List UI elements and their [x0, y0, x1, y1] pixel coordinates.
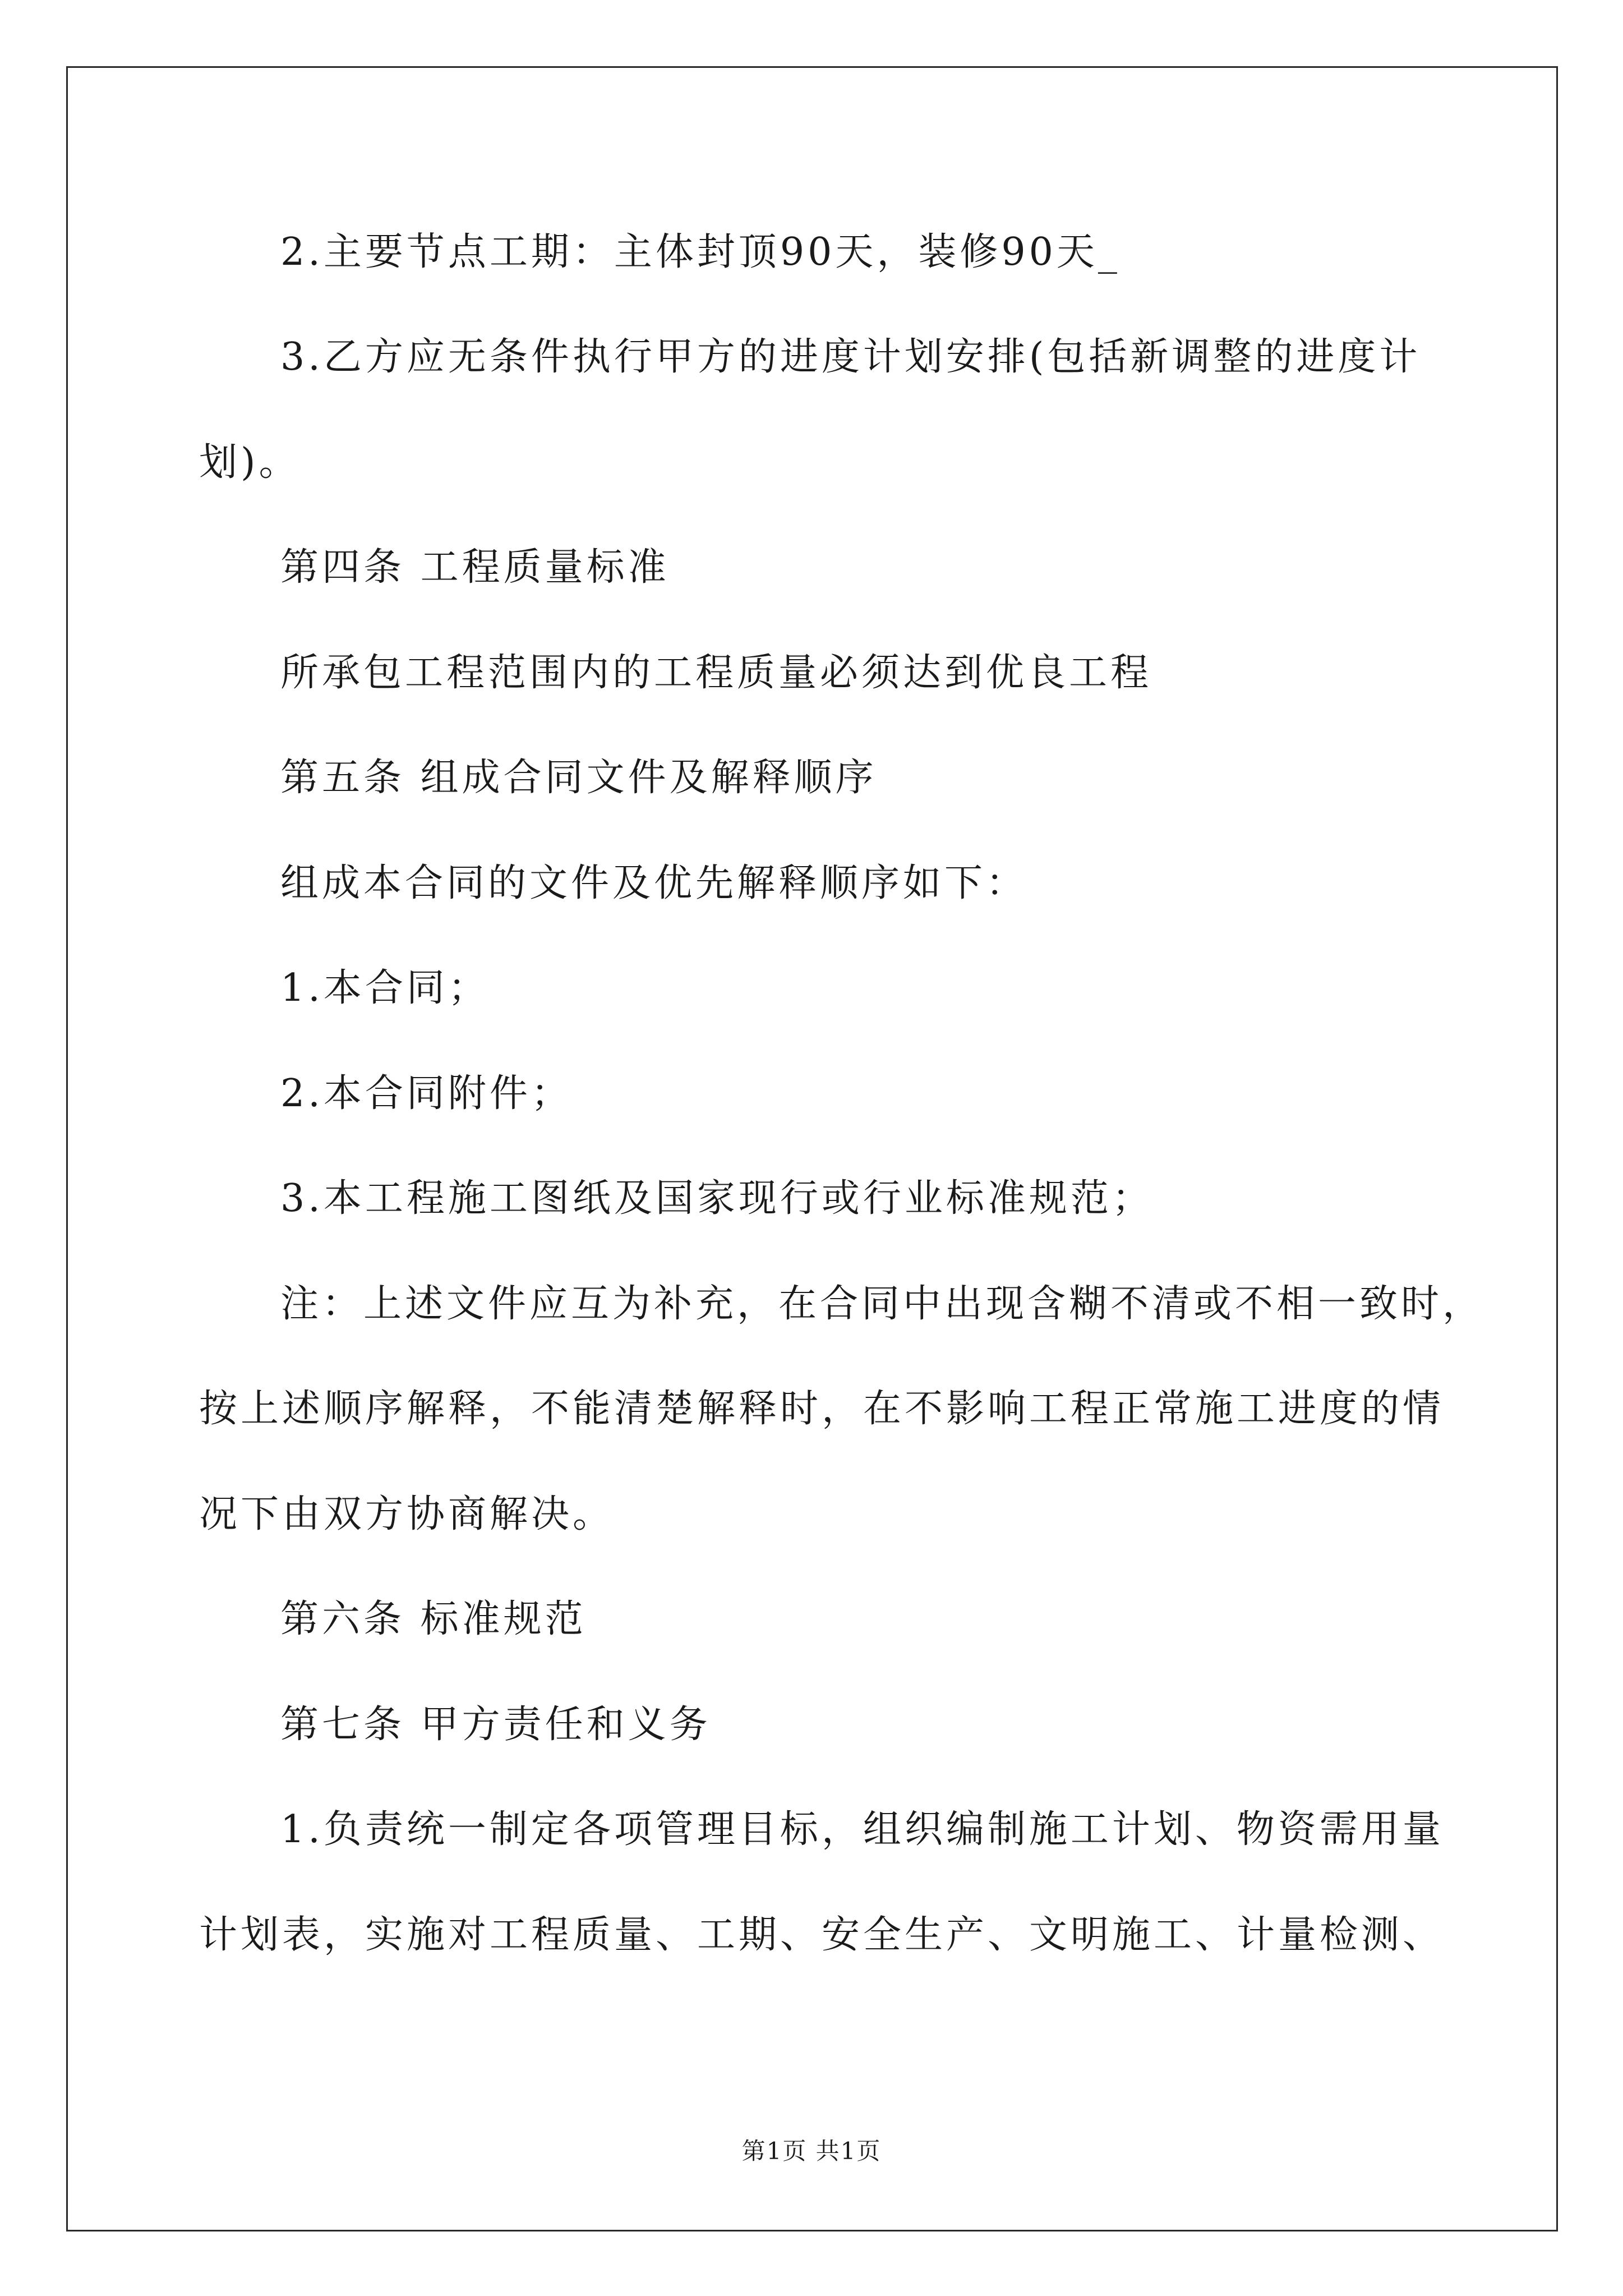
heading-article-5: 第五条 组成合同文件及解释顺序 [280, 756, 877, 800]
paragraph-quality-standard: 所承包工程范围内的工程质量必须达到优良工程 [280, 651, 1152, 695]
paragraph-party-a-duty-1-cont: 计划表，实施对工程质量、工期、安全生产、文明施工、计量检测、 [199, 1913, 1445, 1957]
paragraph-doc-order-intro: 组成本合同的文件及优先解释顺序如下： [280, 861, 1028, 905]
paragraph-note-cont-1: 按上述顺序解释，不能清楚解释时，在不影响工程正常施工进度的情 [199, 1387, 1445, 1431]
paragraph-note: 注：上述文件应互为补充，在合同中出现含糊不清或不相一致时， [280, 1282, 1484, 1326]
heading-article-7: 第七条 甲方责任和义务 [280, 1703, 711, 1747]
list-item-contract: 1.本合同； [280, 966, 490, 1010]
heading-article-6: 第六条 标准规范 [280, 1597, 587, 1641]
page-number-footer: 第1页 共1页 [741, 2137, 882, 2165]
paragraph-schedule-compliance: 3.乙方应无条件执行甲方的进度计划安排(包括新调整的进度计 [280, 335, 1421, 379]
heading-article-4: 第四条 工程质量标准 [280, 545, 670, 590]
list-item-drawings: 3.本工程施工图纸及国家现行或行业标准规范； [280, 1176, 1154, 1221]
paragraph-schedule-milestones: 2.主要节点工期：主体封顶90天，装修90天_ [280, 230, 1121, 274]
page-border [66, 66, 1558, 2231]
paragraph-schedule-compliance-cont: 划)。 [199, 440, 301, 485]
list-item-appendix: 2.本合同附件； [280, 1071, 573, 1116]
paragraph-party-a-duty-1: 1.负责统一制定各项管理目标，组织编制施工计划、物资需用量 [280, 1807, 1444, 1852]
paragraph-note-cont-2: 况下由双方协商解决。 [199, 1492, 615, 1536]
